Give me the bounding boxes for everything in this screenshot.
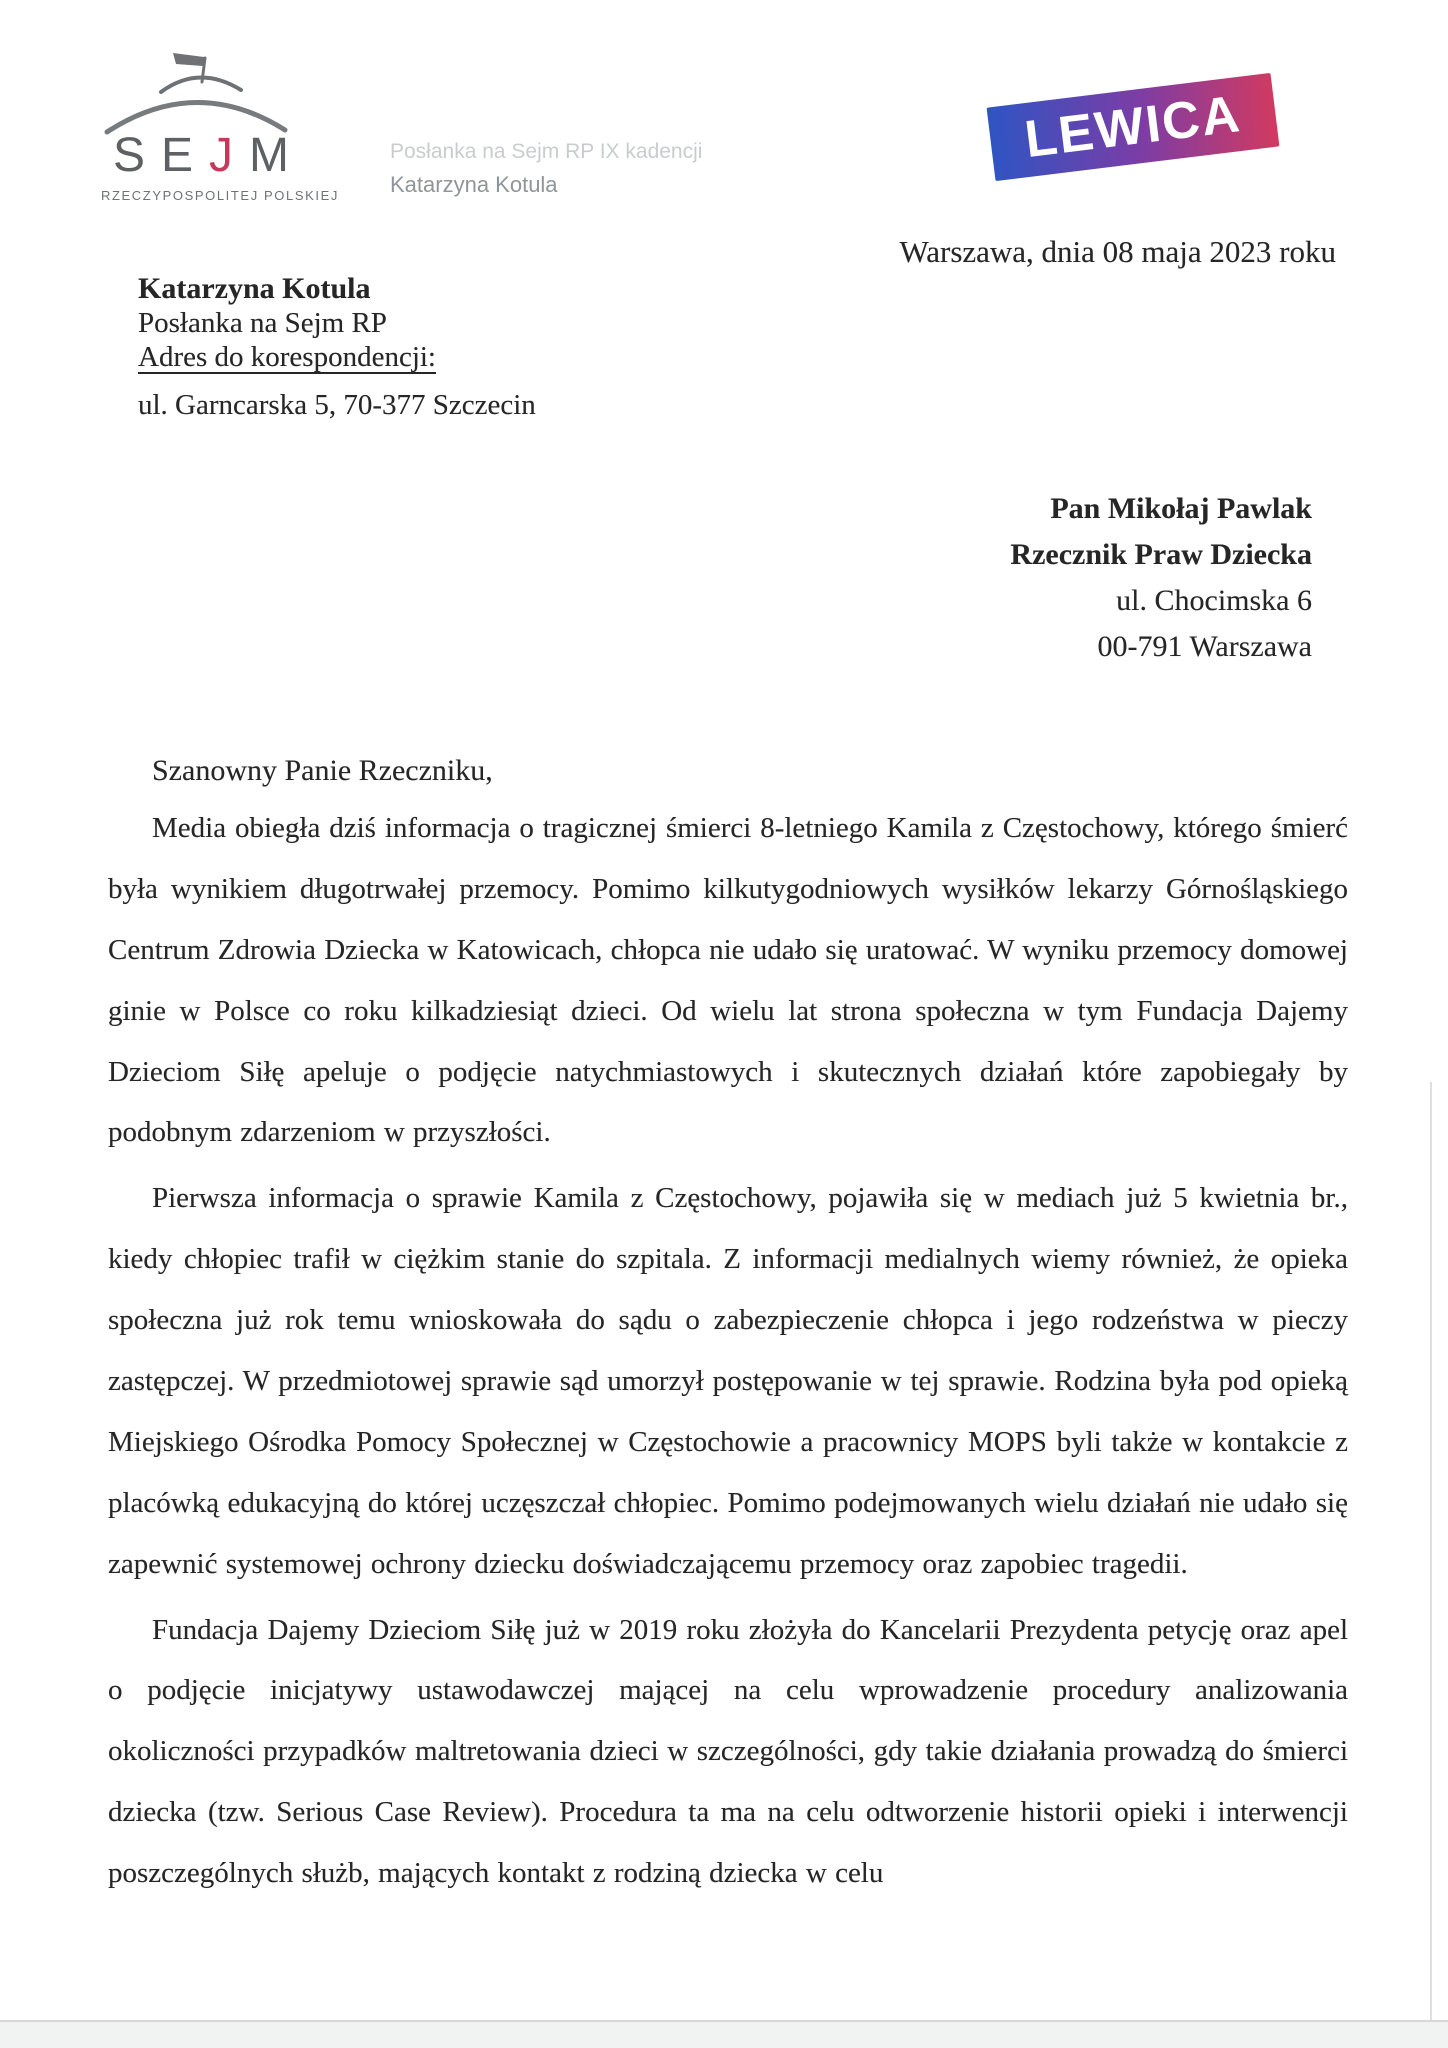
salutation: Szanowny Panie Rzeczniku, — [152, 754, 493, 787]
scan-right-edge-line — [1430, 1082, 1432, 2022]
deputy-role-label: Posłanka na Sejm RP IX kadencji — [390, 140, 703, 163]
lewica-wordmark: LEWICA — [1021, 84, 1245, 170]
sejm-letter-s: S — [113, 129, 162, 182]
sender-address: ul. Garncarska 5, 70-377 Szczecin — [138, 389, 536, 421]
paragraph-3: Fundacja Dajemy Dzieciom Siłę już w 2019 roku złożyła do Kancelarii Prezydenta petycję oraz apel o podjęcie inicjatywy ustawodawczej mającej na celu wprowadzenie procedury analizowania okoliczności przypadków maltretowania dzieci w szczególności, gdy takie działania prowadzą do śmierci dziecka (tzw. Serious Case Review). Procedura ta ma na celu odtworzenie historii opieki i interwencji poszczególnych służb, mających kontakt z rodziną dziecka w celu — [108, 1613, 1348, 1890]
recipient-name: Pan Mikołaj Pawlak — [1050, 492, 1312, 525]
sender-block — [138, 272, 536, 422]
sender-address-label: Adres do korespondencji: — [138, 341, 436, 373]
sejm-letter-j: J — [209, 129, 250, 182]
sender-name: Katarzyna Kotula — [138, 272, 371, 305]
letter-date: Warszawa, dnia 08 maja 2023 roku — [899, 234, 1336, 269]
sejm-subtitle: RZECZYPOSPOLITEJ POLSKIEJ — [101, 188, 339, 203]
recipient-street: ul. Chocimska 6 — [1116, 584, 1312, 617]
recipient-city: 00-791 Warszawa — [1097, 630, 1312, 663]
sejm-letter-e: E — [161, 129, 210, 182]
recipient-title: Rzecznik Praw Dziecka — [1010, 538, 1312, 571]
sejm-dome-icon — [101, 52, 291, 136]
deputy-name-label: Katarzyna Kotula — [390, 172, 558, 198]
lewica-logo — [987, 73, 1280, 181]
letter-body — [108, 798, 1348, 1909]
recipient-block — [1010, 486, 1312, 670]
sejm-letter-m: M — [249, 129, 306, 182]
sender-title: Posłanka na Sejm RP — [138, 307, 387, 339]
paragraph-2: Pierwsza informacja o sprawie Kamila z Częstochowy, pojawiła się w mediach już 5 kwietnia br., kiedy chłopiec trafił w ciężkim stanie do szpitala. Z informacji medialnych wiemy również, że opieka społeczna już rok temu wnioskowała do sądu o zabezpieczenie chłopca i jego rodzeństwa w pieczy zastępczej. W przedmiotowej sprawie sąd umorzył postępowanie w tej sprawie. Rodzina była pod opieką Miejskiego Ośrodka Pomocy Społecznej w Częstochowie a pracownicy MOPS byli także w kontakcie z placówką edukacyjną do której uczęszczał chłopiec. Pomimo podejmowanych wielu działań nie udało się zapewnić systemowej ochrony dziecku doświadczającemu przemocy oraz zapobiec tragedii. — [108, 1182, 1348, 1580]
deputy-header — [390, 138, 702, 200]
scan-bottom-shadow — [0, 2022, 1448, 2048]
sejm-logo — [95, 52, 339, 203]
sejm-wordmark — [113, 129, 306, 182]
paragraph-1: Media obiegła dziś informacja o tragicznej śmierci 8-letniego Kamila z Częstochowy, którego śmierć była wynikiem długotrwałej przemocy. Pomimo kilkutygodniowych wysiłków lekarzy Górnośląskiego Centrum Zdrowia Dziecka w Katowicach, chłopca nie udało się uratować. W wyniku przemocy domowej ginie w Polsce co roku kilkadziesiąt dzieci. Od wielu lat strona społeczna w tym Fundacja Dajemy Dzieciom Siłę apeluje o podjęcie natychmiastowych i skutecznych działań które zapobiegały by podobnym zdarzeniom w przyszłości. — [108, 812, 1348, 1149]
